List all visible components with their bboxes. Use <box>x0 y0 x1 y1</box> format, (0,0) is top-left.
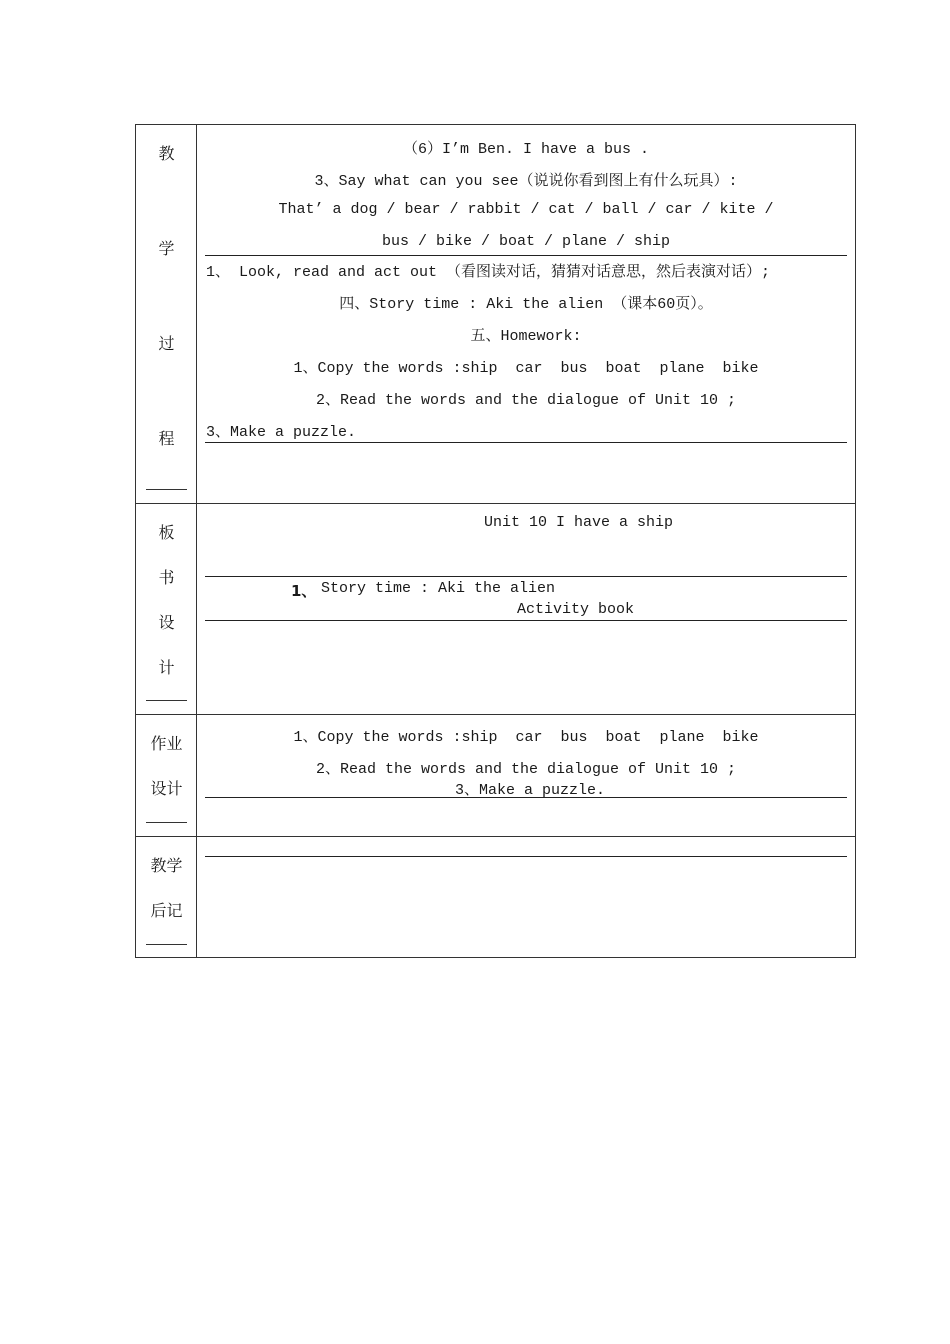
homework-line: 3、Make a puzzle. <box>455 782 606 799</box>
divider-line <box>205 797 847 798</box>
process-line: That’ a dog / bear / rabbit / cat / ball / car / kite / <box>278 201 774 218</box>
board-design-label <box>136 504 197 714</box>
label-char: 计 <box>158 658 175 677</box>
label-underline <box>146 944 187 945</box>
label-underline <box>146 700 187 701</box>
label-text: 作业 <box>150 734 183 753</box>
label-char: 书 <box>158 568 175 587</box>
label-underline <box>146 822 187 823</box>
label-char: 过 <box>158 334 175 353</box>
divider-line <box>205 442 847 443</box>
teaching-process-label <box>136 125 197 503</box>
label-text: 后记 <box>150 901 183 920</box>
homework-label <box>136 715 197 836</box>
process-line: 1、Copy the words :ship car bus boat plane bike <box>293 360 759 377</box>
board-item-text: Story time : Aki the alien <box>321 580 556 597</box>
label-char: 设 <box>158 613 175 632</box>
process-line: bus / bike / boat / plane / ship <box>381 233 671 250</box>
board-activity: Activity book <box>517 601 635 618</box>
process-line: 1、 Look, read and act out （看图读对话，猜猜对话意思，然后表演对话）; <box>206 264 771 281</box>
board-design-content <box>197 504 855 714</box>
process-line: 3、Make a puzzle. <box>206 424 357 441</box>
homework-content <box>197 715 855 836</box>
homework-row <box>136 715 855 837</box>
homework-line: 1、Copy the words :ship car bus boat plane bike <box>293 729 759 746</box>
label-text: 设计 <box>150 779 183 798</box>
label-char: 教 <box>158 144 175 163</box>
label-char: 板 <box>158 523 175 542</box>
teaching-process-row <box>136 125 855 504</box>
process-line: 四、Story time : Aki the alien （课本60页）。 <box>339 296 713 313</box>
divider-line <box>205 255 847 256</box>
board-title: Unit 10 I have a ship <box>484 514 674 531</box>
process-line: 2、Read the words and the dialogue of Unit 10 ; <box>315 392 737 409</box>
homework-line: 2、Read the words and the dialogue of Unit 10 ; <box>315 761 737 778</box>
board-item-number: 1、 <box>291 582 317 600</box>
divider-line <box>205 620 847 621</box>
reflection-content <box>197 837 855 957</box>
label-text: 教学 <box>150 856 183 875</box>
lesson-plan-table <box>135 124 856 958</box>
label-char: 学 <box>158 239 175 258</box>
divider-line <box>205 576 847 577</box>
process-line: （6）I’m Ben. I have a bus . <box>402 141 650 158</box>
divider-line <box>205 856 847 857</box>
label-char: 程 <box>158 429 175 448</box>
board-design-row <box>136 504 855 715</box>
teaching-process-content <box>197 125 855 503</box>
label-underline <box>146 489 187 490</box>
process-line: 五、Homework: <box>470 328 582 345</box>
reflection-label <box>136 837 197 957</box>
process-line: 3、Say what can you see（说说你看到图上有什么玩具）: <box>314 173 738 190</box>
reflection-row <box>136 837 855 957</box>
